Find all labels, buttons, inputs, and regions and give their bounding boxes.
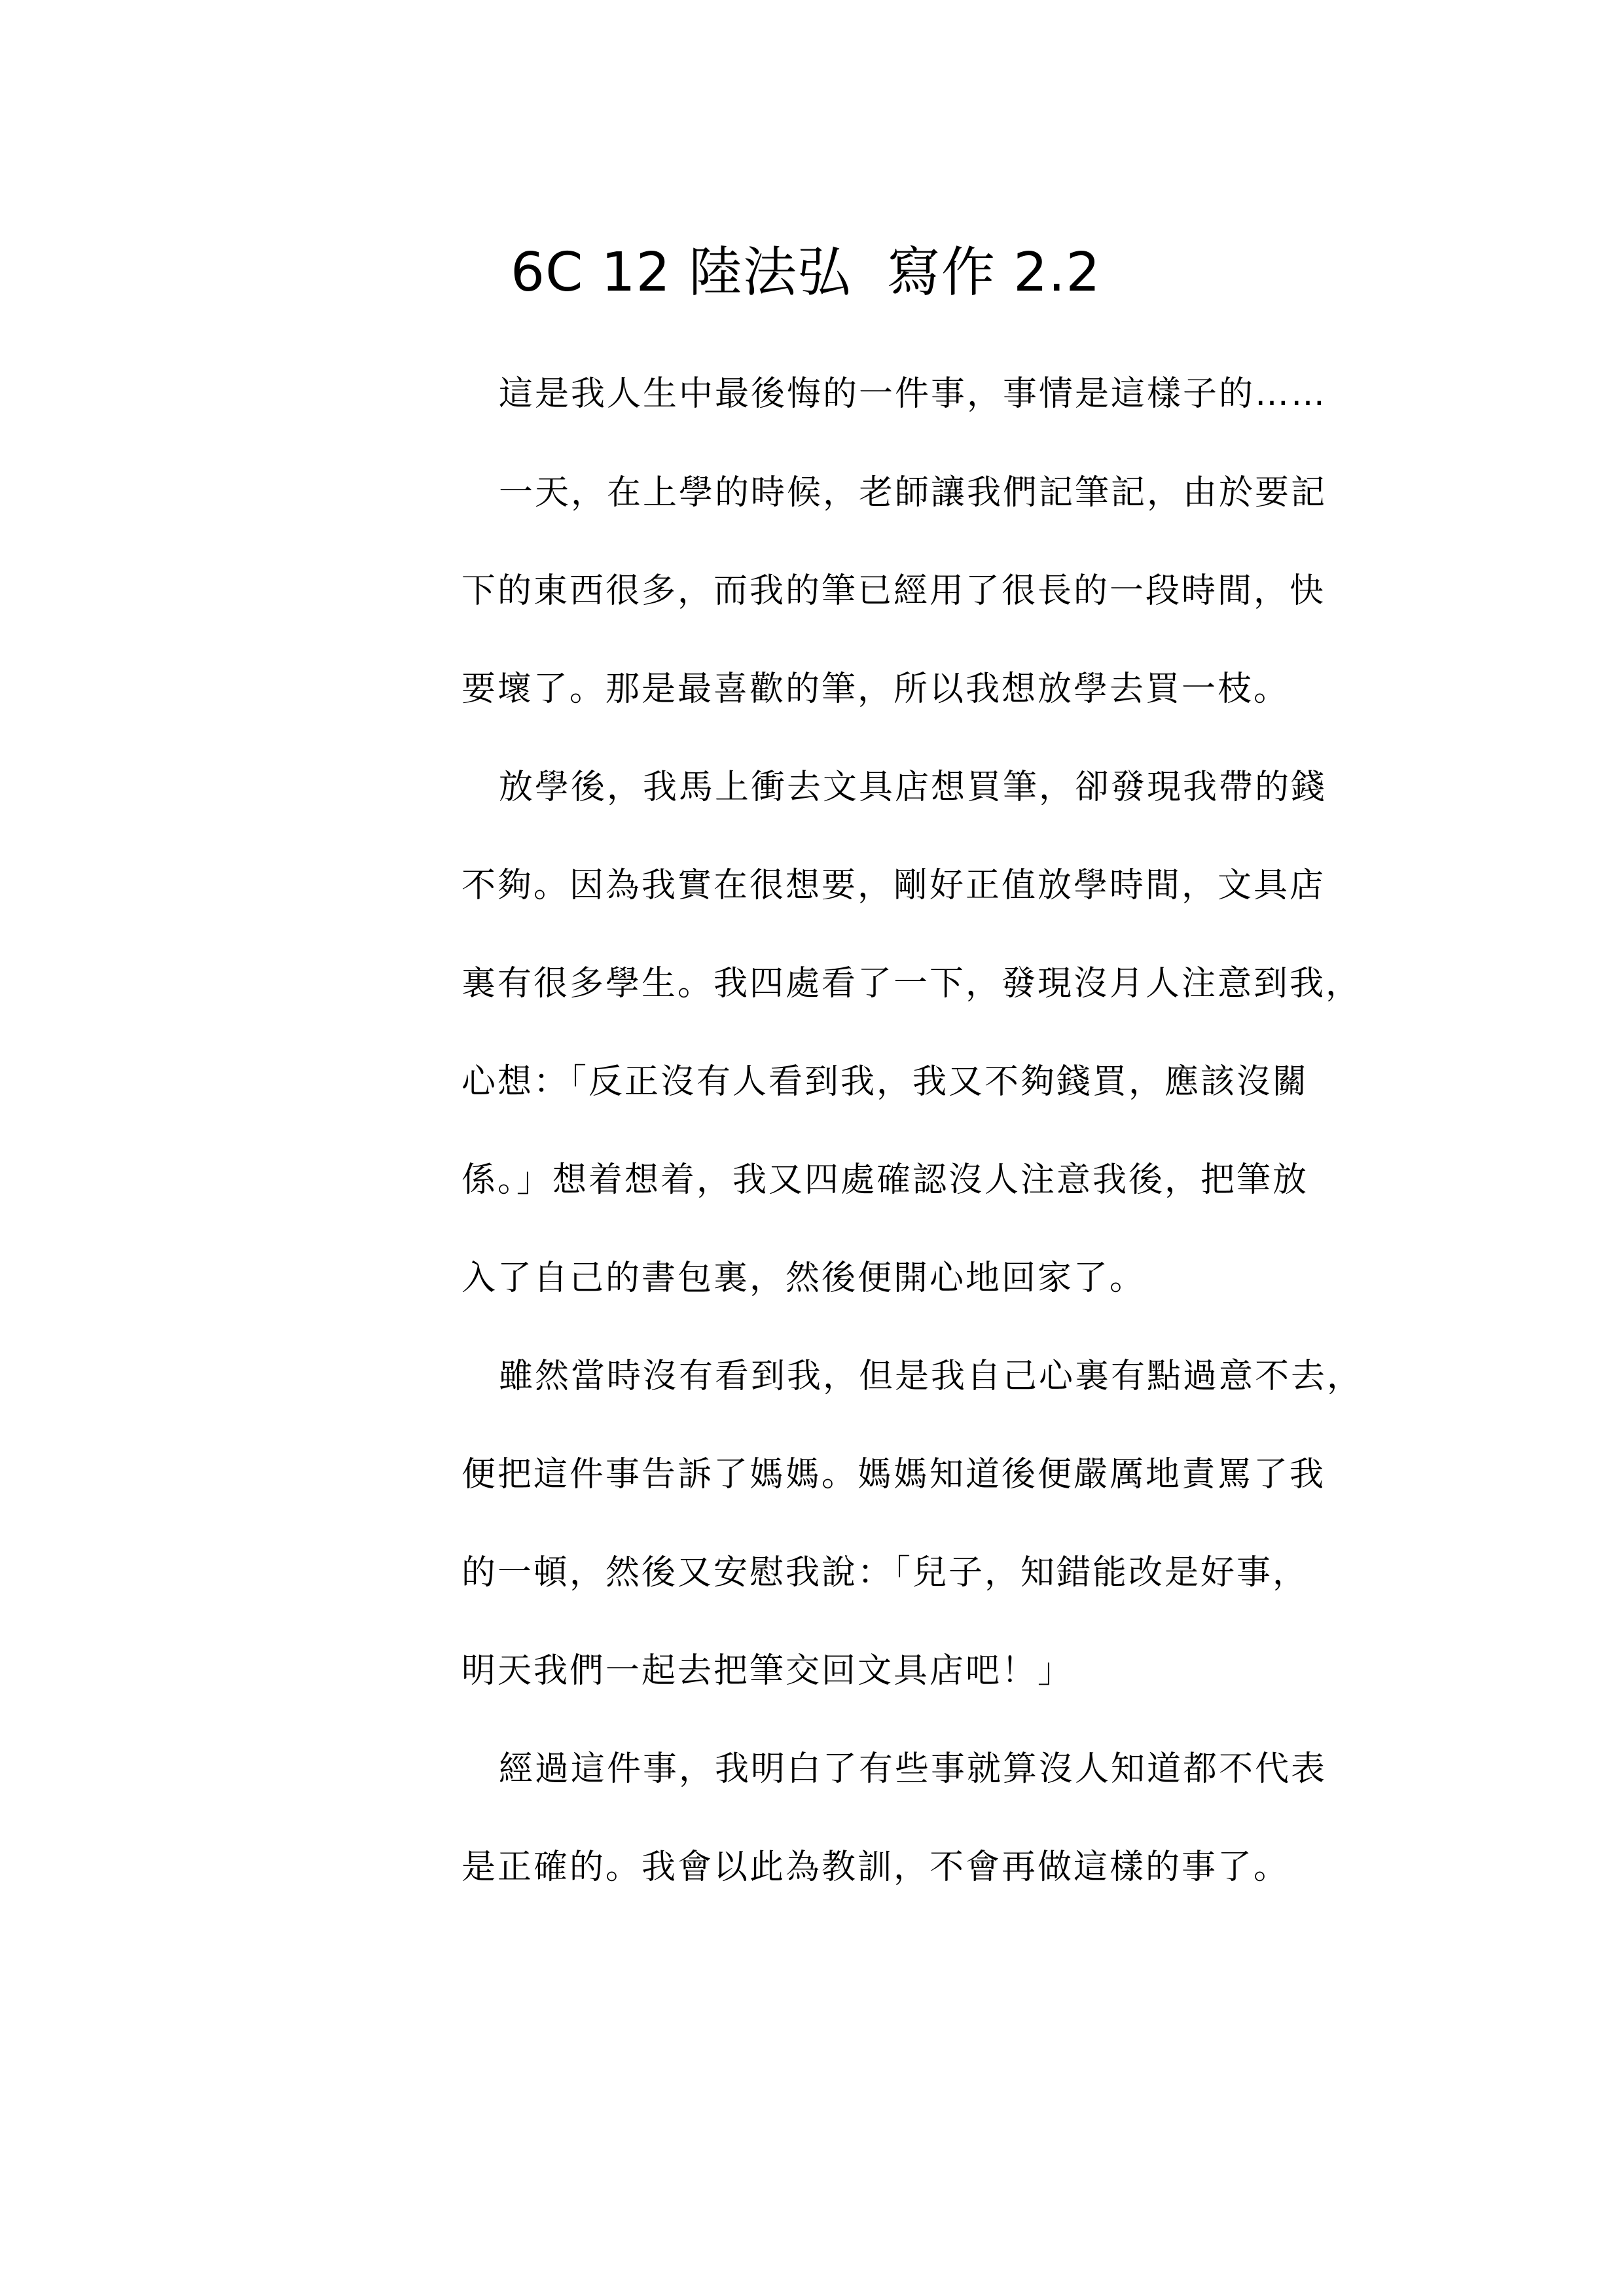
text-line: 的一頓，然後又安慰我說：「兒子，知錯能改是好事， bbox=[461, 1553, 1309, 1592]
text-line: 放學後，我馬上衝去文具店想買筆，卻發現我帶的錢 bbox=[499, 768, 1327, 807]
text-line: 是正確的。我會以此為教訓，不會再做這樣的事了。 bbox=[461, 1848, 1290, 1887]
text-line: 要壞了。那是最喜歡的筆，所以我想放學去買一枝。 bbox=[461, 670, 1290, 709]
text-line: 一天，在上學的時候，老師讓我們記筆記，由於要記 bbox=[499, 473, 1327, 512]
text-line: 明天我們一起去把筆交回文具店吧！」 bbox=[461, 1651, 1074, 1691]
text-line: 裏有很多學生。我四處看了一下，發現沒月人注意到我， bbox=[461, 964, 1362, 1003]
text-line: 入了自己的書包裏，然後便開心地回家了。 bbox=[461, 1259, 1146, 1298]
text-line: 雖然當時沒有看到我，但是我自己心裏有點過意不去， bbox=[499, 1357, 1363, 1396]
text-line: 下的東西很多，而我的筆已經用了很長的一段時間，快 bbox=[461, 571, 1326, 611]
text-line: 便把這件事告訴了媽媽。媽媽知道後便嚴厲地責罵了我 bbox=[461, 1455, 1326, 1494]
text-line: 係。」想着想着，我又四處確認沒人注意我後，把筆放 bbox=[461, 1160, 1309, 1200]
text-line: 心想：「反正沒有人看到我，我又不夠錢買，應該沒關 bbox=[461, 1062, 1309, 1102]
text-line: 經過這件事，我明白了有些事就算沒人知道都不代表 bbox=[499, 1749, 1327, 1789]
text-line: 這是我人生中最後悔的一件事，事情是這樣子的…… bbox=[499, 374, 1327, 414]
document-title: 6C 12 陸法弘 寫作 2.2 bbox=[511, 242, 1101, 304]
text-line: 不夠。因為我實在很想要，剛好正值放學時間，文具店 bbox=[461, 866, 1326, 905]
